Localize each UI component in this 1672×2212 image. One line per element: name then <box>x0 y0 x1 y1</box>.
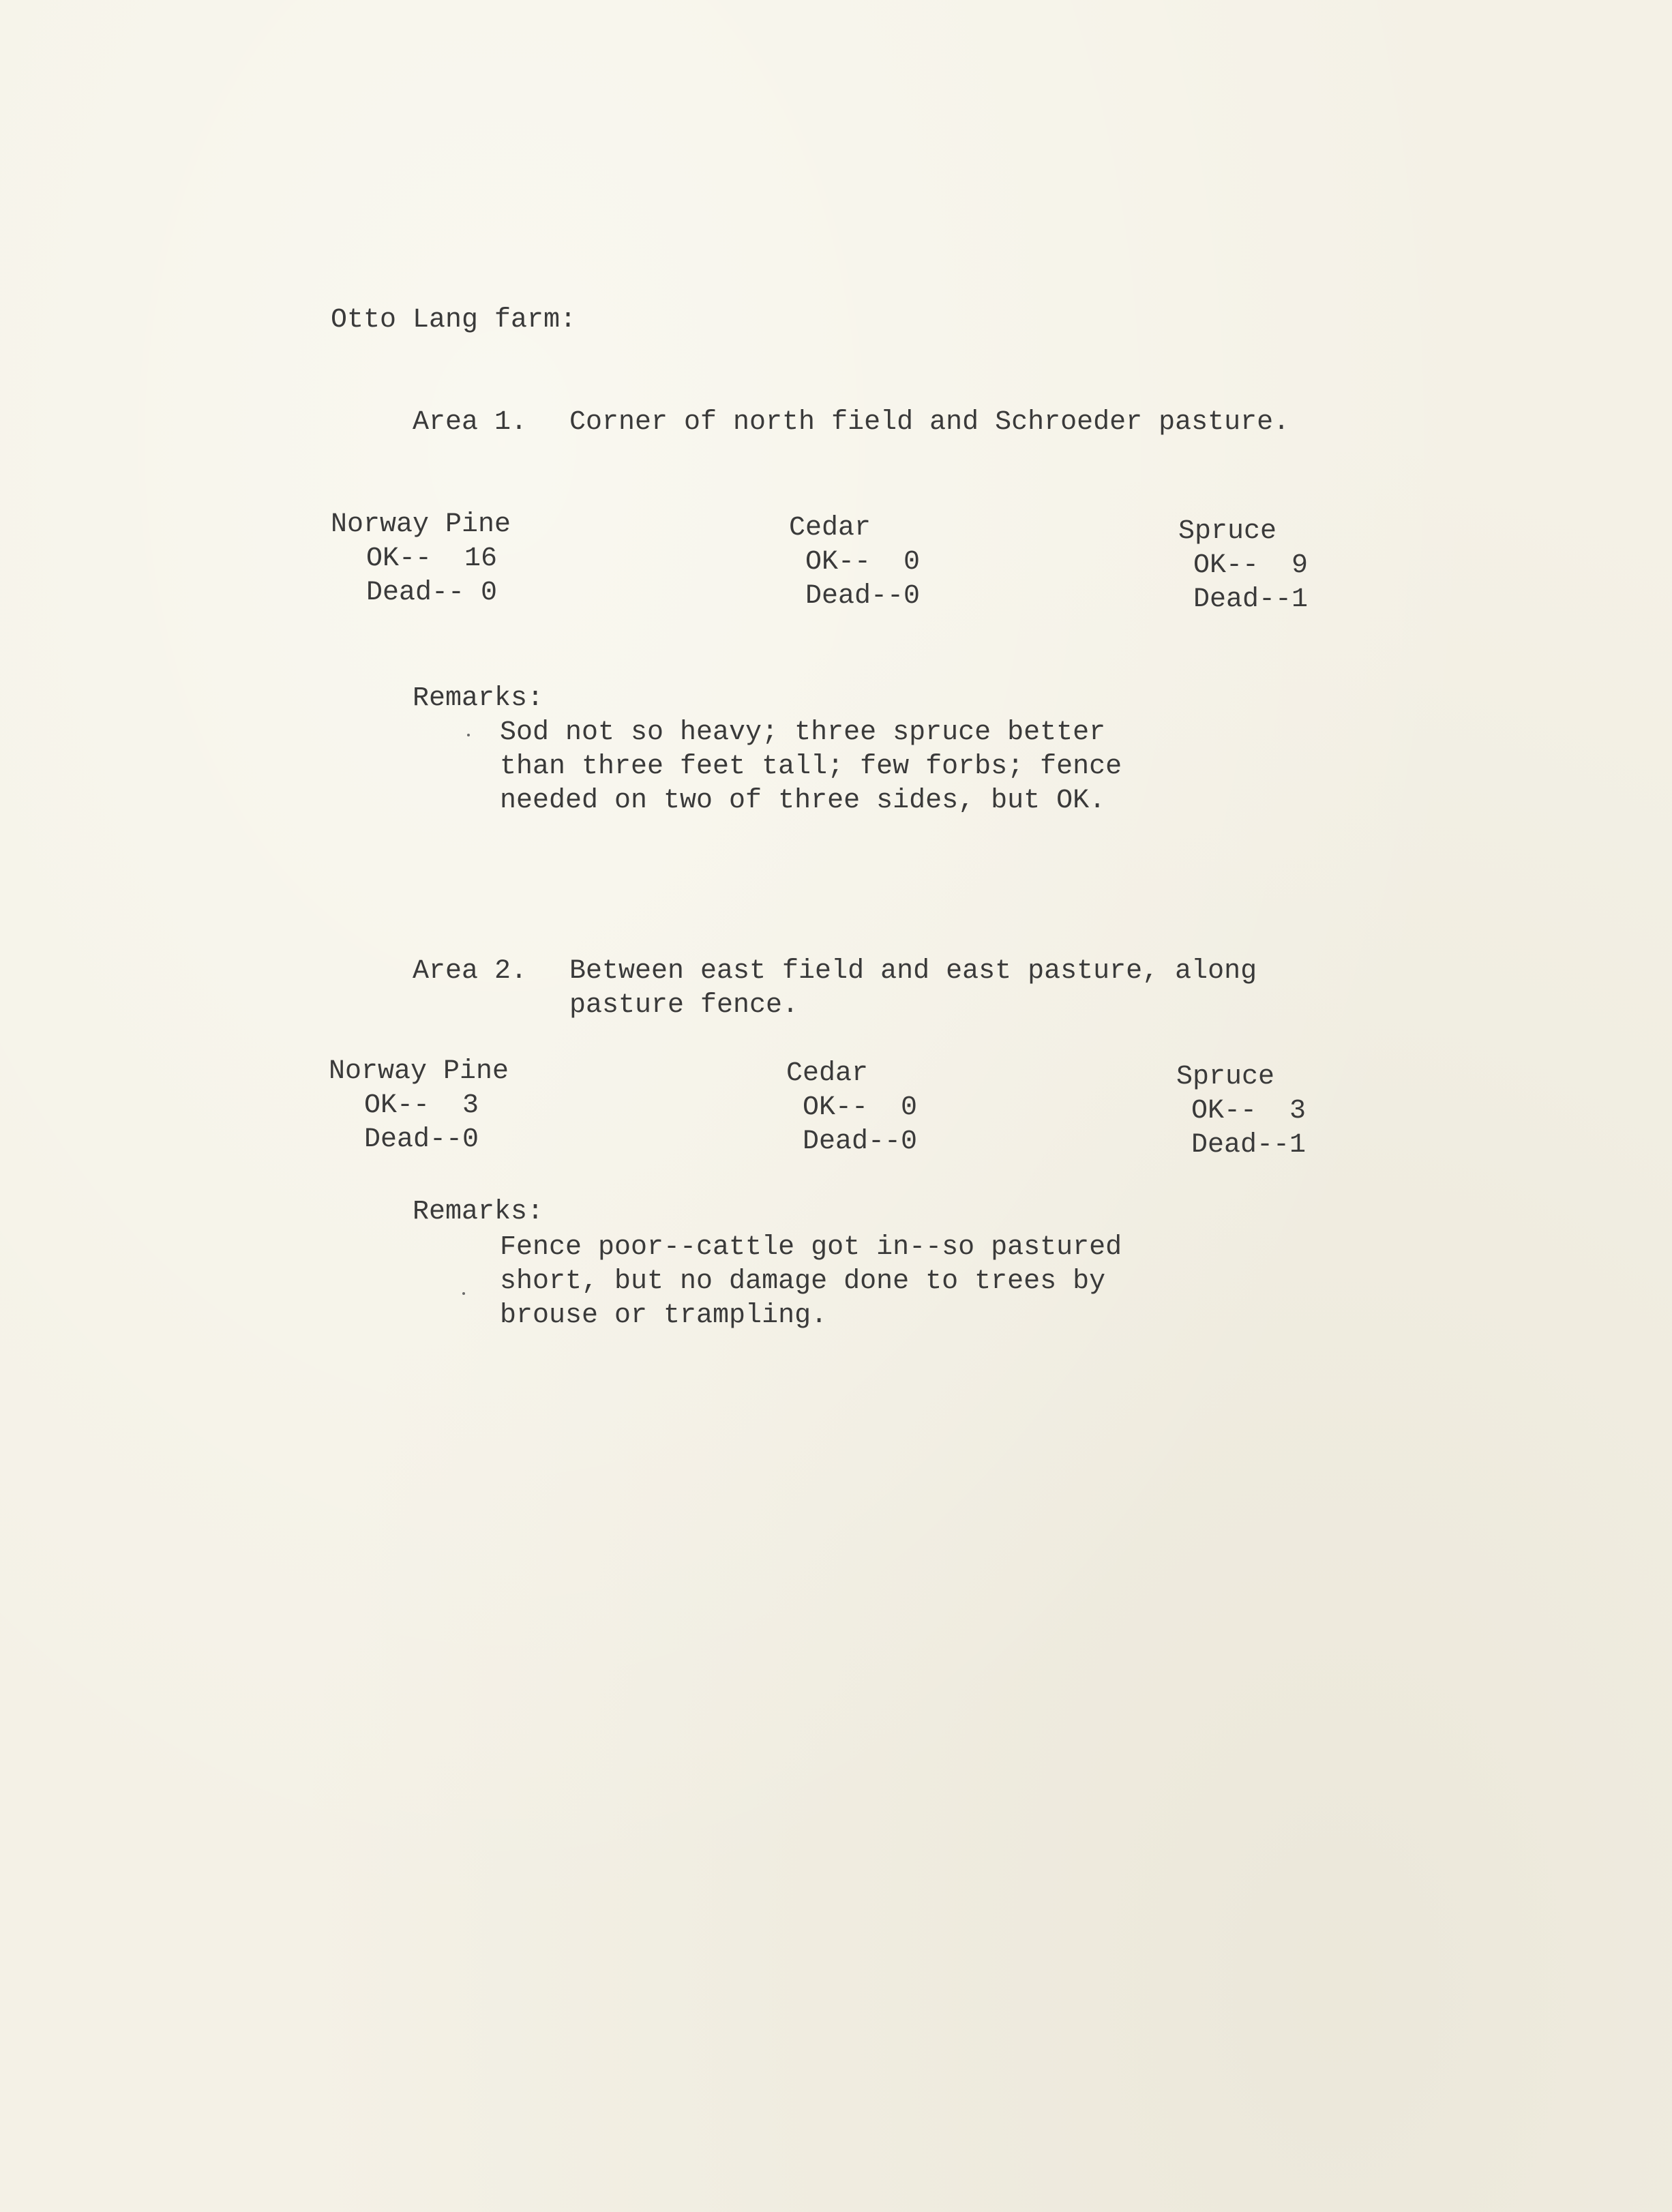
tree-name: Cedar <box>789 513 871 543</box>
remarks-line: than three feet tall; few forbs; fence <box>500 751 1122 782</box>
remarks-line: brouse or trampling. <box>500 1300 828 1331</box>
ok-count: OK-- 3 <box>1191 1096 1307 1126</box>
tree-name: Cedar <box>786 1058 869 1089</box>
remarks-line: Fence poor--cattle got in--so pastured <box>500 1232 1122 1263</box>
area-1-description: Corner of north field and Schroeder pasture. <box>569 407 1290 438</box>
dead-count: Dead-- 0 <box>366 578 498 608</box>
area-1-remarks-text <box>500 716 1182 818</box>
area-1-heading <box>413 406 1524 440</box>
dead-count: Dead--0 <box>803 1126 918 1157</box>
area-2-remarks-label: Remarks: <box>413 1197 544 1227</box>
dead-count: Dead--1 <box>1191 1130 1307 1161</box>
paper-speck <box>462 1292 465 1295</box>
area-2-norway-pine-column <box>329 1055 509 1157</box>
area-2-description-line: pasture fence. <box>569 990 799 1021</box>
page-title: Otto Lang farm: <box>331 305 577 335</box>
dead-count: Dead--0 <box>364 1124 479 1155</box>
ok-count: OK-- 16 <box>366 543 498 574</box>
area-2-cedar-column <box>786 1057 917 1159</box>
area-1-remarks-label: Remarks: <box>413 683 544 714</box>
ok-count: OK-- 3 <box>364 1090 479 1121</box>
area-2-spruce-column <box>1176 1060 1306 1163</box>
remarks-line: short, but no damage done to trees by <box>500 1266 1106 1297</box>
area-1-spruce-column <box>1178 515 1308 617</box>
area-1-cedar-column <box>789 511 920 614</box>
dead-count: Dead--0 <box>805 581 921 612</box>
paper-speck <box>467 734 470 736</box>
area-2-remarks-text <box>500 1231 1182 1333</box>
area-2-description <box>569 955 1524 1023</box>
ok-count: OK-- 0 <box>803 1092 918 1123</box>
area-1-norway-pine-column <box>331 508 511 610</box>
area-2-number: Area 2. <box>413 956 528 987</box>
tree-name: Norway Pine <box>331 509 511 540</box>
remarks-line: needed on two of three sides, but OK. <box>500 786 1106 816</box>
area-2-description-line: Between east field and east pasture, along <box>569 956 1257 987</box>
tree-name: Spruce <box>1178 516 1277 547</box>
area-2-heading <box>413 955 1524 1023</box>
area-1-number: Area 1. <box>413 407 528 438</box>
ok-count: OK-- 0 <box>805 547 921 578</box>
tree-name: Spruce <box>1176 1062 1275 1092</box>
dead-count: Dead--1 <box>1193 584 1309 615</box>
tree-name: Norway Pine <box>329 1056 509 1087</box>
ok-count: OK-- 9 <box>1193 550 1309 581</box>
remarks-line: Sod not so heavy; three spruce better <box>500 717 1106 748</box>
